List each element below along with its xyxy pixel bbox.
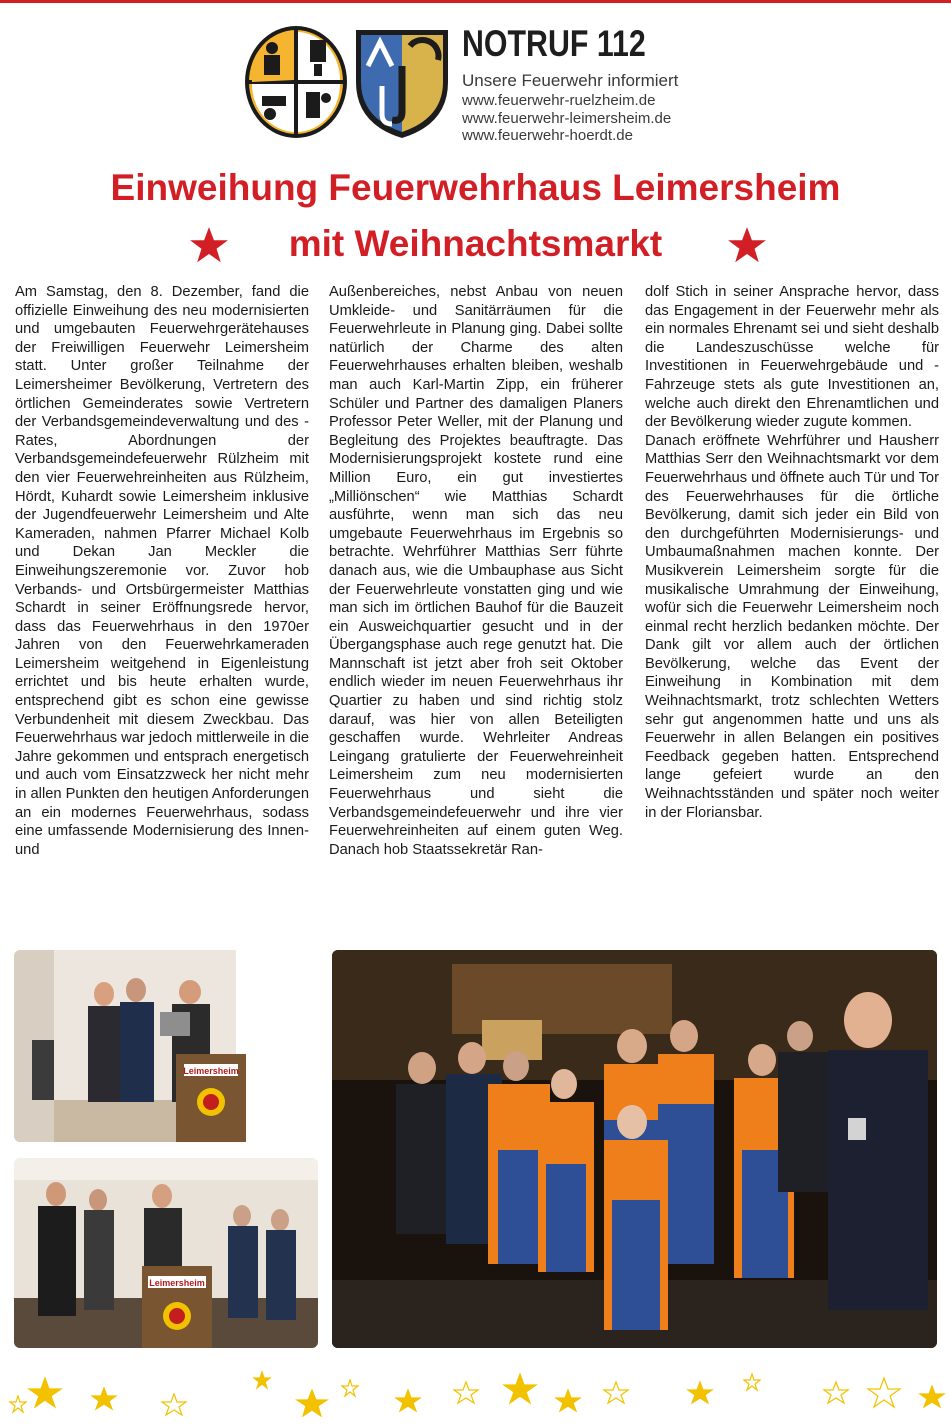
- article-column-3: [645, 283, 939, 822]
- top-rule: [0, 0, 951, 3]
- article-column-2: [329, 283, 623, 859]
- red-star-icon: [188, 225, 230, 267]
- article-paragraph: dolf Stich in seiner Ansprache hervor, dass das Engagement in der Feuerwehr mehr als ein normales Ehrenamt sei und sieht deshalb die Landeszuschüsse welche für Investitionen in Feuerwehrgebäude und -Fahrzeuge stets als gute Investitionen an, welche auch direkt den Ehrenamtlichen und der Bevölkerung wieder zugute kommen.: [645, 284, 939, 431]
- red-star-icon: [726, 225, 768, 267]
- article-column-1: [15, 283, 309, 859]
- article-paragraph: Am Samstag, den 8. Dezember, fand die offizielle Einweihung des neu modernisierten und umgebauten Feuerwehrgerätehauses der Freiwilligen Feuerwehr Leimersheim statt. Unter großer Teilnahme der Leimersheimer Bevölkerung, Vertretern des örtlichen Gemeinderates sowie Vertretern der Verbandsgemeindeverwaltung und des -Rates, Abordnungen der Verbandsgemeindefeuerwehr Rülzheim mit den vier Feuerwehreinheiten aus Rülzheim, Hördt, Kuhardt sowie Leimersheim inklusive der Jugendfeuerwehr Leimersheim und Alte Kameraden, nahmen Pfarrer Michael Kolb und Dekan Jan Meckler die Einweihungszeremonie vor. Zuvor hob Verbands- und Ortsbürgermeister Matthias Schardt in seiner Eröffnungsrede hervor, dass das Feuerwehrhaus in den 1970er Jahren von den Feuerwehrkameraden Leimersheim weitgehend in Eigenleistung errichtet und bis heute erhalten wurde, entsprechend gibt es schon eine gewisse Verbundenheit mit diesem Zweckbau. Das Feuerwehrhaus war jedoch mittlerweile in die Jahre gekommen und entsprach energetisch und auch vom Einsatzzweck her nicht mehr in allen Punkten den heutigen Anforderungen an ein modernes Feuerwehrhaus, sodass eine umfassende Modernisierung des Innen- und: [15, 284, 309, 858]
- photo-podium-speech: [14, 1158, 318, 1348]
- article-headline: Einweihung Feuerwehrhaus Leimersheim: [110, 167, 841, 208]
- podium-sign-text: Leimersheim: [183, 1066, 239, 1076]
- website-link-leimersheim[interactable]: www.feuerwehr-leimersheim.de: [462, 109, 672, 127]
- article-subheadline: mit Weihnachtsmarkt: [288, 223, 663, 264]
- photo-youth-fire-brigade-night: [332, 950, 937, 1348]
- article-paragraph: Danach eröffnete Wehrführer und Hausherr Matthias Serr den Weihnachtsmarkt vor dem Feuerwehrhaus und öffnete auch Tür und Tor des Feuerwehrhauses für die örtliche Bevölkerung, damit sich jeder ein Bild von den durchgeführten Modernisierungs- und Umbaumaßnahmen machen konnte. Der Musikverein Leimersheim sorgte für die musikalische Umrahmung der Einweihung, wofür sich die Feuerwehr Leimersheim noch einmal recht herzlich bedanken möchte. Der Dank gilt vor allem auch der örtlichen Bevölkerung, welche das Event der Einweihung in Kombination mit dem Weihnachtsmarkt, trotz schlechten Wetters sehr gut angenommen hatte und uns als Feuerwehr in allen Belangen ein positives Feedback gegeben hatten. Entsprechend lange gefeiert wurde an den Weihnachtsständen und später noch weiter in der Floriansbar.: [645, 432, 939, 821]
- fire-service-emblem-logo: [242, 22, 350, 142]
- star-border-decoration: [0, 1360, 951, 1428]
- photo-podium-handover: [14, 950, 318, 1142]
- masthead-title: NOTRUF 112: [462, 23, 646, 64]
- website-link-ruelzheim[interactable]: www.feuerwehr-ruelzheim.de: [462, 92, 656, 109]
- article-paragraph: Außenbereiches, nebst Anbau von neuen Umkleide- und Sanitärräumen für die Feuerwehrleute in Planung ging. Dabei sollte natürlich der Charme des alten Feuerwehrhauses erhalten bleiben, weshalb man auch Karl-Martin Zipp, ein früherer Schüler und Partner des damaligen Planers Professor Peter Weller, mit der Planung und Begleitung des Projektes beauftragte. Das Modernisierungsprojekt kostete rund eine Million Euro, ein gut investiertes „Milliönschen“ wie Matthias Schardt ausführte, wenn man sich das neu umgebaute Feuerwehrhaus im Ergebnis so betrachte. Wehrführer Matthias Serr führte danach aus, wie die Umbauphase aus Sicht der Feuerwehrleute vonstatten ging und wie man sich im örtlichen Bauhof für die Bauzeit ein Ausweichquartier gesucht und in der Übergangsphase auch rege genutzt hat. Die Mannschaft ist jetzt aber froh seit Oktober endlich wieder im neuen Feuerwehrhaus ihr Quartier zu haben und sind richtig stolz darauf, was hier von allen Beteiligten geschaffen wurde. Wehrleiter Andreas Leingang gratulierte der Feuerwehreinheit Leimersheim zum neu modernisierten Feuerwehrhaus und sieht die Verbandsgemeindefeuerwehr und ihre vier Feuerwehreinheiten auf einem guten Weg. Danach hob Staatssekretär Ran-: [329, 284, 623, 858]
- podium-sign-text: Leimersheim: [149, 1278, 205, 1288]
- website-link-hoerdt[interactable]: www.feuerwehr-hoerdt.de: [462, 127, 633, 144]
- newsletter-masthead: [462, 22, 722, 146]
- masthead-subtitle: Unsere Feuerwehr informiert: [462, 71, 679, 90]
- coat-of-arms-shield-logo: [352, 26, 452, 142]
